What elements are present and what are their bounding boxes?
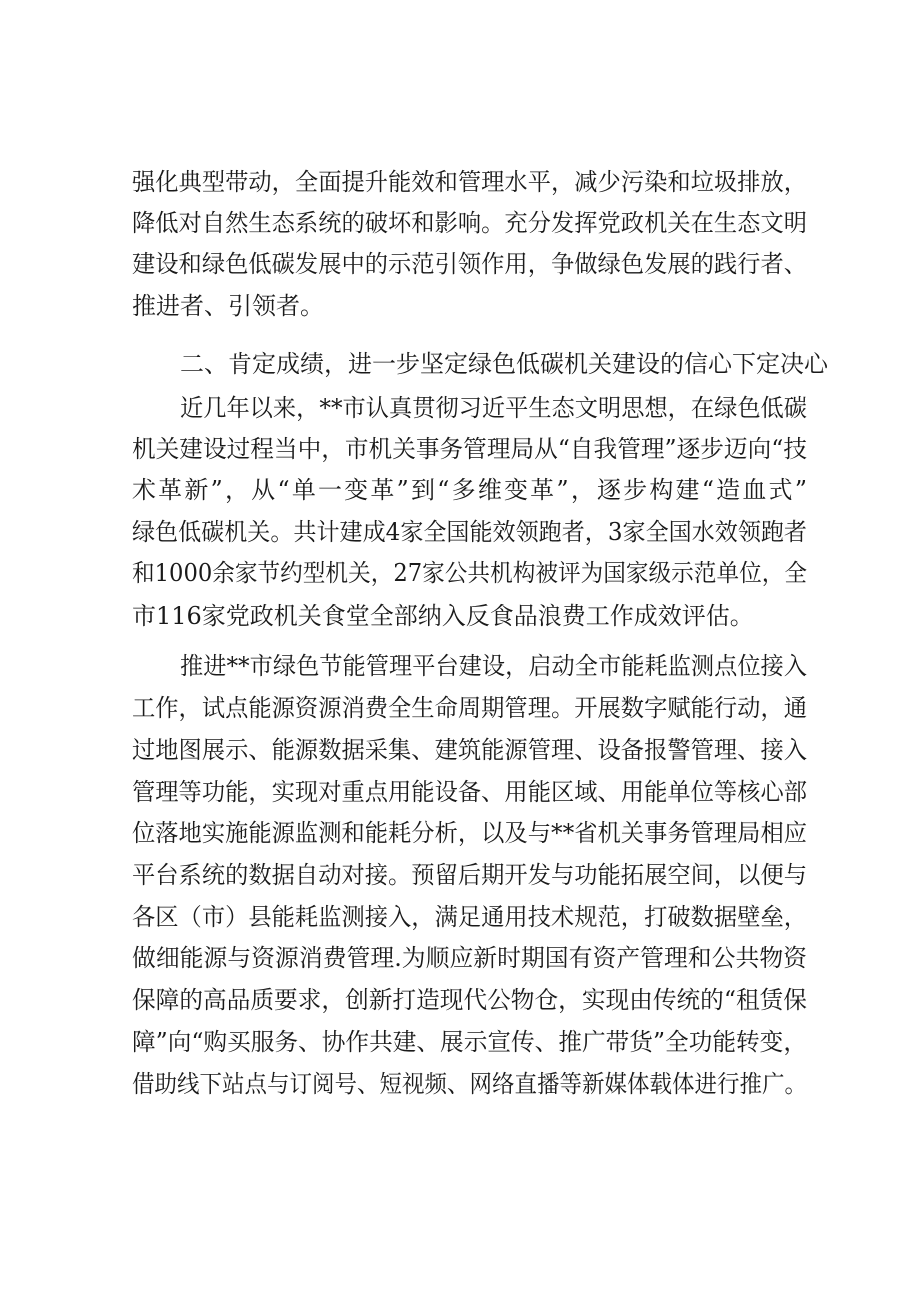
line-text: 绿色低碳机关。共计建成4家全国能效领跑者，3家全国水效领跑者: [132, 518, 807, 546]
line-text: 障”向“购买服务、协作共建、展示宣传、推广带货”全功能转变，: [132, 1028, 807, 1056]
body-line: [0, 938, 920, 978]
body-line: [0, 813, 920, 853]
line-text: 工作，试点能源资源消费全生命周期管理。开展数字赋能行动，通: [132, 694, 807, 722]
body-line: [0, 244, 920, 284]
body-line: [0, 203, 920, 243]
body-line: [0, 730, 920, 770]
line-text: 建设和绿色低碳发展中的示范引领作用，争做绿色发展的践行者、: [132, 250, 807, 278]
body-line: [0, 429, 920, 469]
line-text: 各区（市）县能耗监测接入，满足通用技术规范，打破数据壁垒，: [132, 903, 807, 931]
body-line: [0, 286, 920, 326]
body-line: [0, 470, 920, 510]
line-text: 推进**市绿色节能管理平台建设，启动全市能耗监测点位接入: [180, 652, 807, 680]
body-line: [0, 162, 920, 202]
body-line: [0, 388, 920, 428]
body-line: [0, 512, 920, 552]
line-text: 做细能源与资源消费管理.为顺应新时期国有资产管理和公共物资: [132, 944, 807, 972]
line-text: 和1000余家节约型机关，27家公共机构被评为国家级示范单位，全: [132, 559, 807, 587]
body-line: [0, 1022, 920, 1062]
section-heading: [0, 344, 920, 384]
line-text: 过地图展示、能源数据采集、建筑能源管理、设备报警管理、接入: [132, 736, 807, 764]
body-line: [0, 688, 920, 728]
body-line: [0, 1064, 920, 1104]
body-line: [0, 980, 920, 1020]
body-line: [0, 897, 920, 937]
line-text: 近几年以来，**市认真贯彻习近平生态文明思想，在绿色低碳: [180, 394, 807, 422]
body-line: [0, 855, 920, 895]
body-line: [0, 646, 920, 686]
line-text: 借助线下站点与订阅号、短视频、网络直播等新媒体载体进行推广。: [132, 1070, 807, 1098]
line-text: 机关建设过程当中，市机关事务管理局从“自我管理”逐步迈向“技: [132, 435, 807, 463]
line-text: 平台系统的数据自动对接。预留后期开发与功能拓展空间，以便与: [132, 861, 807, 889]
line-text: 市116家党政机关食堂全部纳入反食品浪费工作成效评估。: [132, 602, 754, 630]
body-line: [0, 772, 920, 812]
body-line: [0, 596, 920, 636]
line-text: 管理等功能，实现对重点用能设备、用能区域、用能单位等核心部: [132, 778, 807, 806]
line-text: 推进者、引领者。: [132, 292, 324, 320]
line-text: 保障的高品质要求，创新打造现代公物仓，实现由传统的“租赁保: [132, 986, 807, 1014]
line-text: 位落地实施能源监测和能耗分析，以及与**省机关事务管理局相应: [132, 819, 807, 847]
line-text: 强化典型带动，全面提升能效和管理水平，减少污染和垃圾排放，: [132, 168, 807, 196]
section-heading-text: 二、肯定成绩，进一步坚定绿色低碳机关建设的信心下定决心: [180, 350, 828, 378]
line-text: 术革新”，从“单一变革”到“多维变革”，逐步构建“造血式”: [132, 476, 810, 504]
line-text: 降低对自然生态系统的破坏和影响。充分发挥党政机关在生态文明: [132, 209, 807, 237]
body-line: [0, 553, 920, 593]
